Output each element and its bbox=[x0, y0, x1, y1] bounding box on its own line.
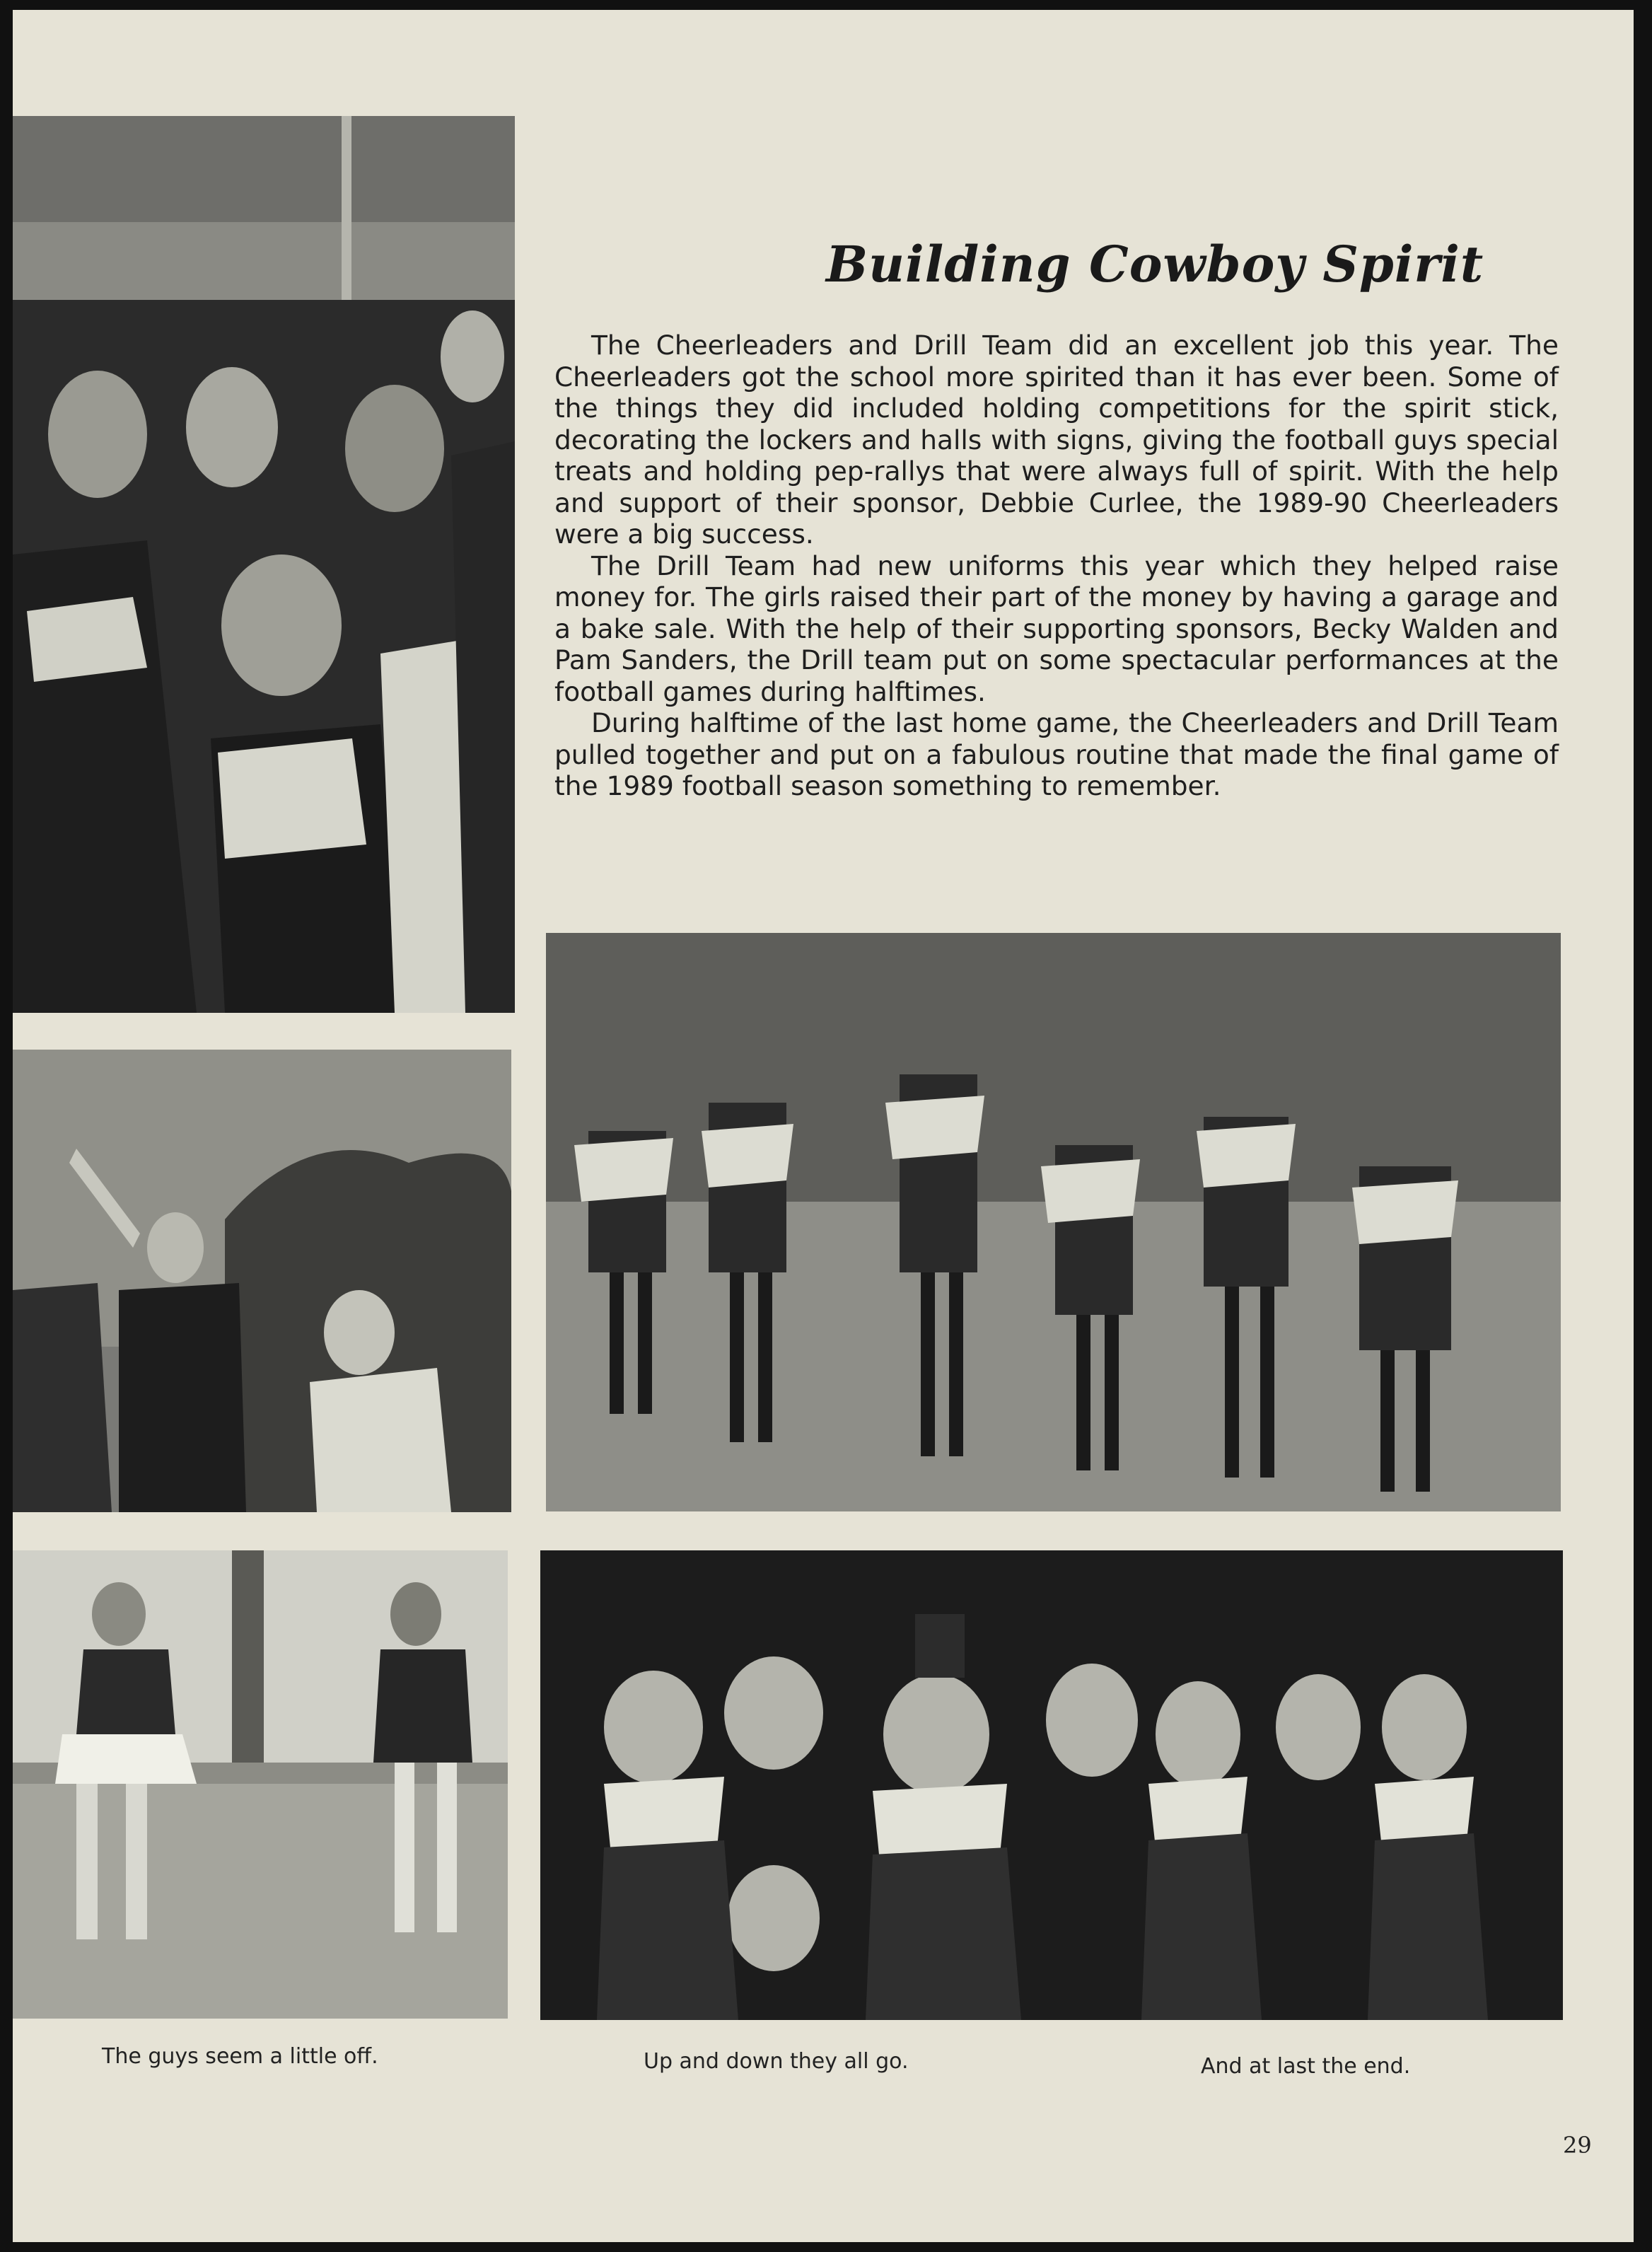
yearbook-page bbox=[13, 10, 1634, 2242]
article-paragraph: The Drill Team had new uniforms this year which they helped raise money for. The girls raised their part of the money by having a garage and a bake sale. With the help of their supporting sponsors, Becky Walden and Pam Sanders, the Drill team put on some spectacular performances at the football games during halftimes. bbox=[554, 550, 1559, 707]
page-number: 29 bbox=[1563, 2132, 1592, 2159]
final-routine-photo bbox=[540, 1550, 1563, 2020]
photo-caption-middle: Up and down they all go. bbox=[644, 2049, 909, 2074]
gym-cheerleaders-photo bbox=[13, 1550, 508, 2019]
article-paragraph: During halftime of the last home game, the Cheerleaders and Drill Team pulled together and put on a fabulous routine that made the final game of the 1989 football season something to remember. bbox=[554, 707, 1559, 801]
article-body bbox=[554, 330, 1559, 802]
guys-cheering-photo bbox=[13, 1050, 511, 1512]
photo-caption-right: And at last the end. bbox=[1201, 2054, 1411, 2079]
drill-team-routine-photo bbox=[546, 933, 1561, 1511]
article-paragraph: The Cheerleaders and Drill Team did an excellent job this year. The Cheerleaders got the school more spirited than it has ever been. Some of the things they did included holding competitions for the spirit stick, decorating the lockers and halls with signs, giving the football guys special treats and holding pep-rallys that were always full of spirit. With the help and support of their sponsor, Debbie Curlee, the 1989-90 Cheerleaders were a big success. bbox=[554, 330, 1559, 550]
cheerleaders-crowd-photo bbox=[13, 116, 515, 1013]
photo-caption-left: The guys seem a little off. bbox=[102, 2044, 378, 2069]
article-title: Building Cowboy Spirit bbox=[826, 235, 1484, 294]
